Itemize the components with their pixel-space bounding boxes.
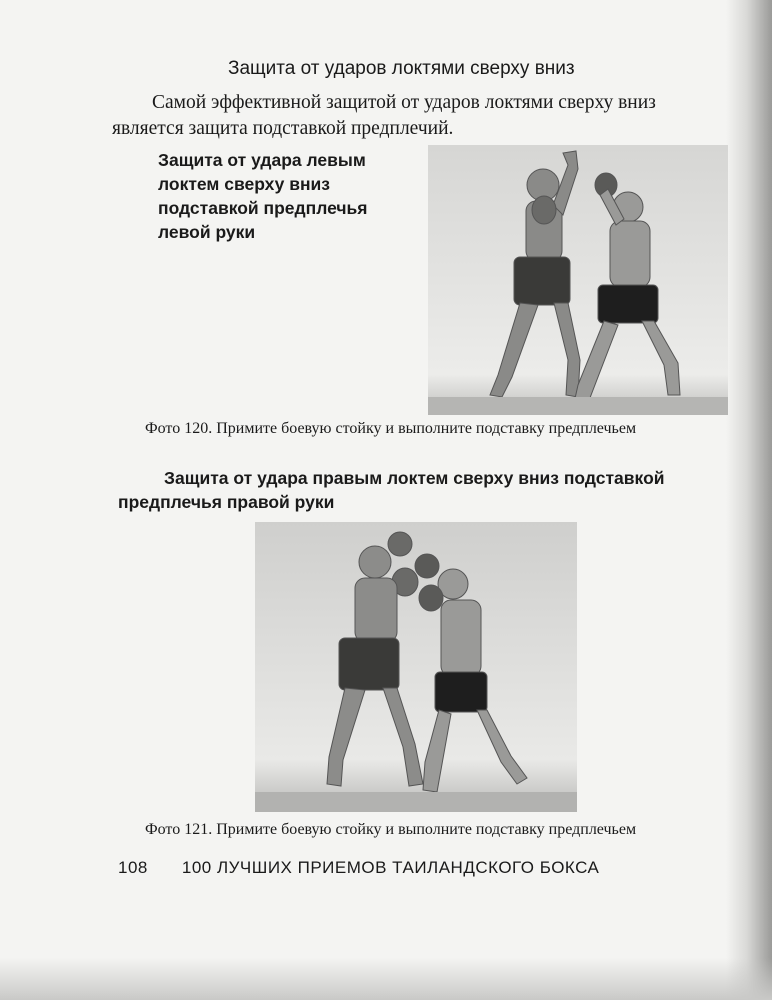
- page-bottom-shadow: [0, 958, 772, 1000]
- section-title: Защита от ударов локтями сверху вниз: [228, 58, 575, 79]
- technique-heading-left-elbow: Защита от удара левым локтем сверху вниз подставкой предплечья левой руки: [158, 150, 368, 242]
- intro-paragraph: Самой эффективной защитой от ударов локтями сверху вниз является защита подставкой предплечий.: [112, 92, 656, 139]
- photo-121-caption: Фото 121. Примите боевую стойку и выполните подставку предплечьем: [145, 821, 637, 838]
- book-title: 100 ЛУЧШИХ ПРИЕМОВ ТАИЛАНДСКОГО БОКСА: [181, 858, 600, 877]
- photo-121: [255, 522, 577, 812]
- page-number: 108: [118, 858, 148, 877]
- page-footer: [118, 858, 599, 878]
- photo-120: [428, 145, 728, 415]
- technique-heading-right-elbow: Защита от удара правым локтем сверху вниз подставкой предплечья правой руки: [118, 468, 665, 512]
- page-edge-shadow: [726, 0, 772, 1000]
- photo-120-caption: Фото 120. Примите боевую стойку и выполните подставку предплечьем: [145, 420, 637, 437]
